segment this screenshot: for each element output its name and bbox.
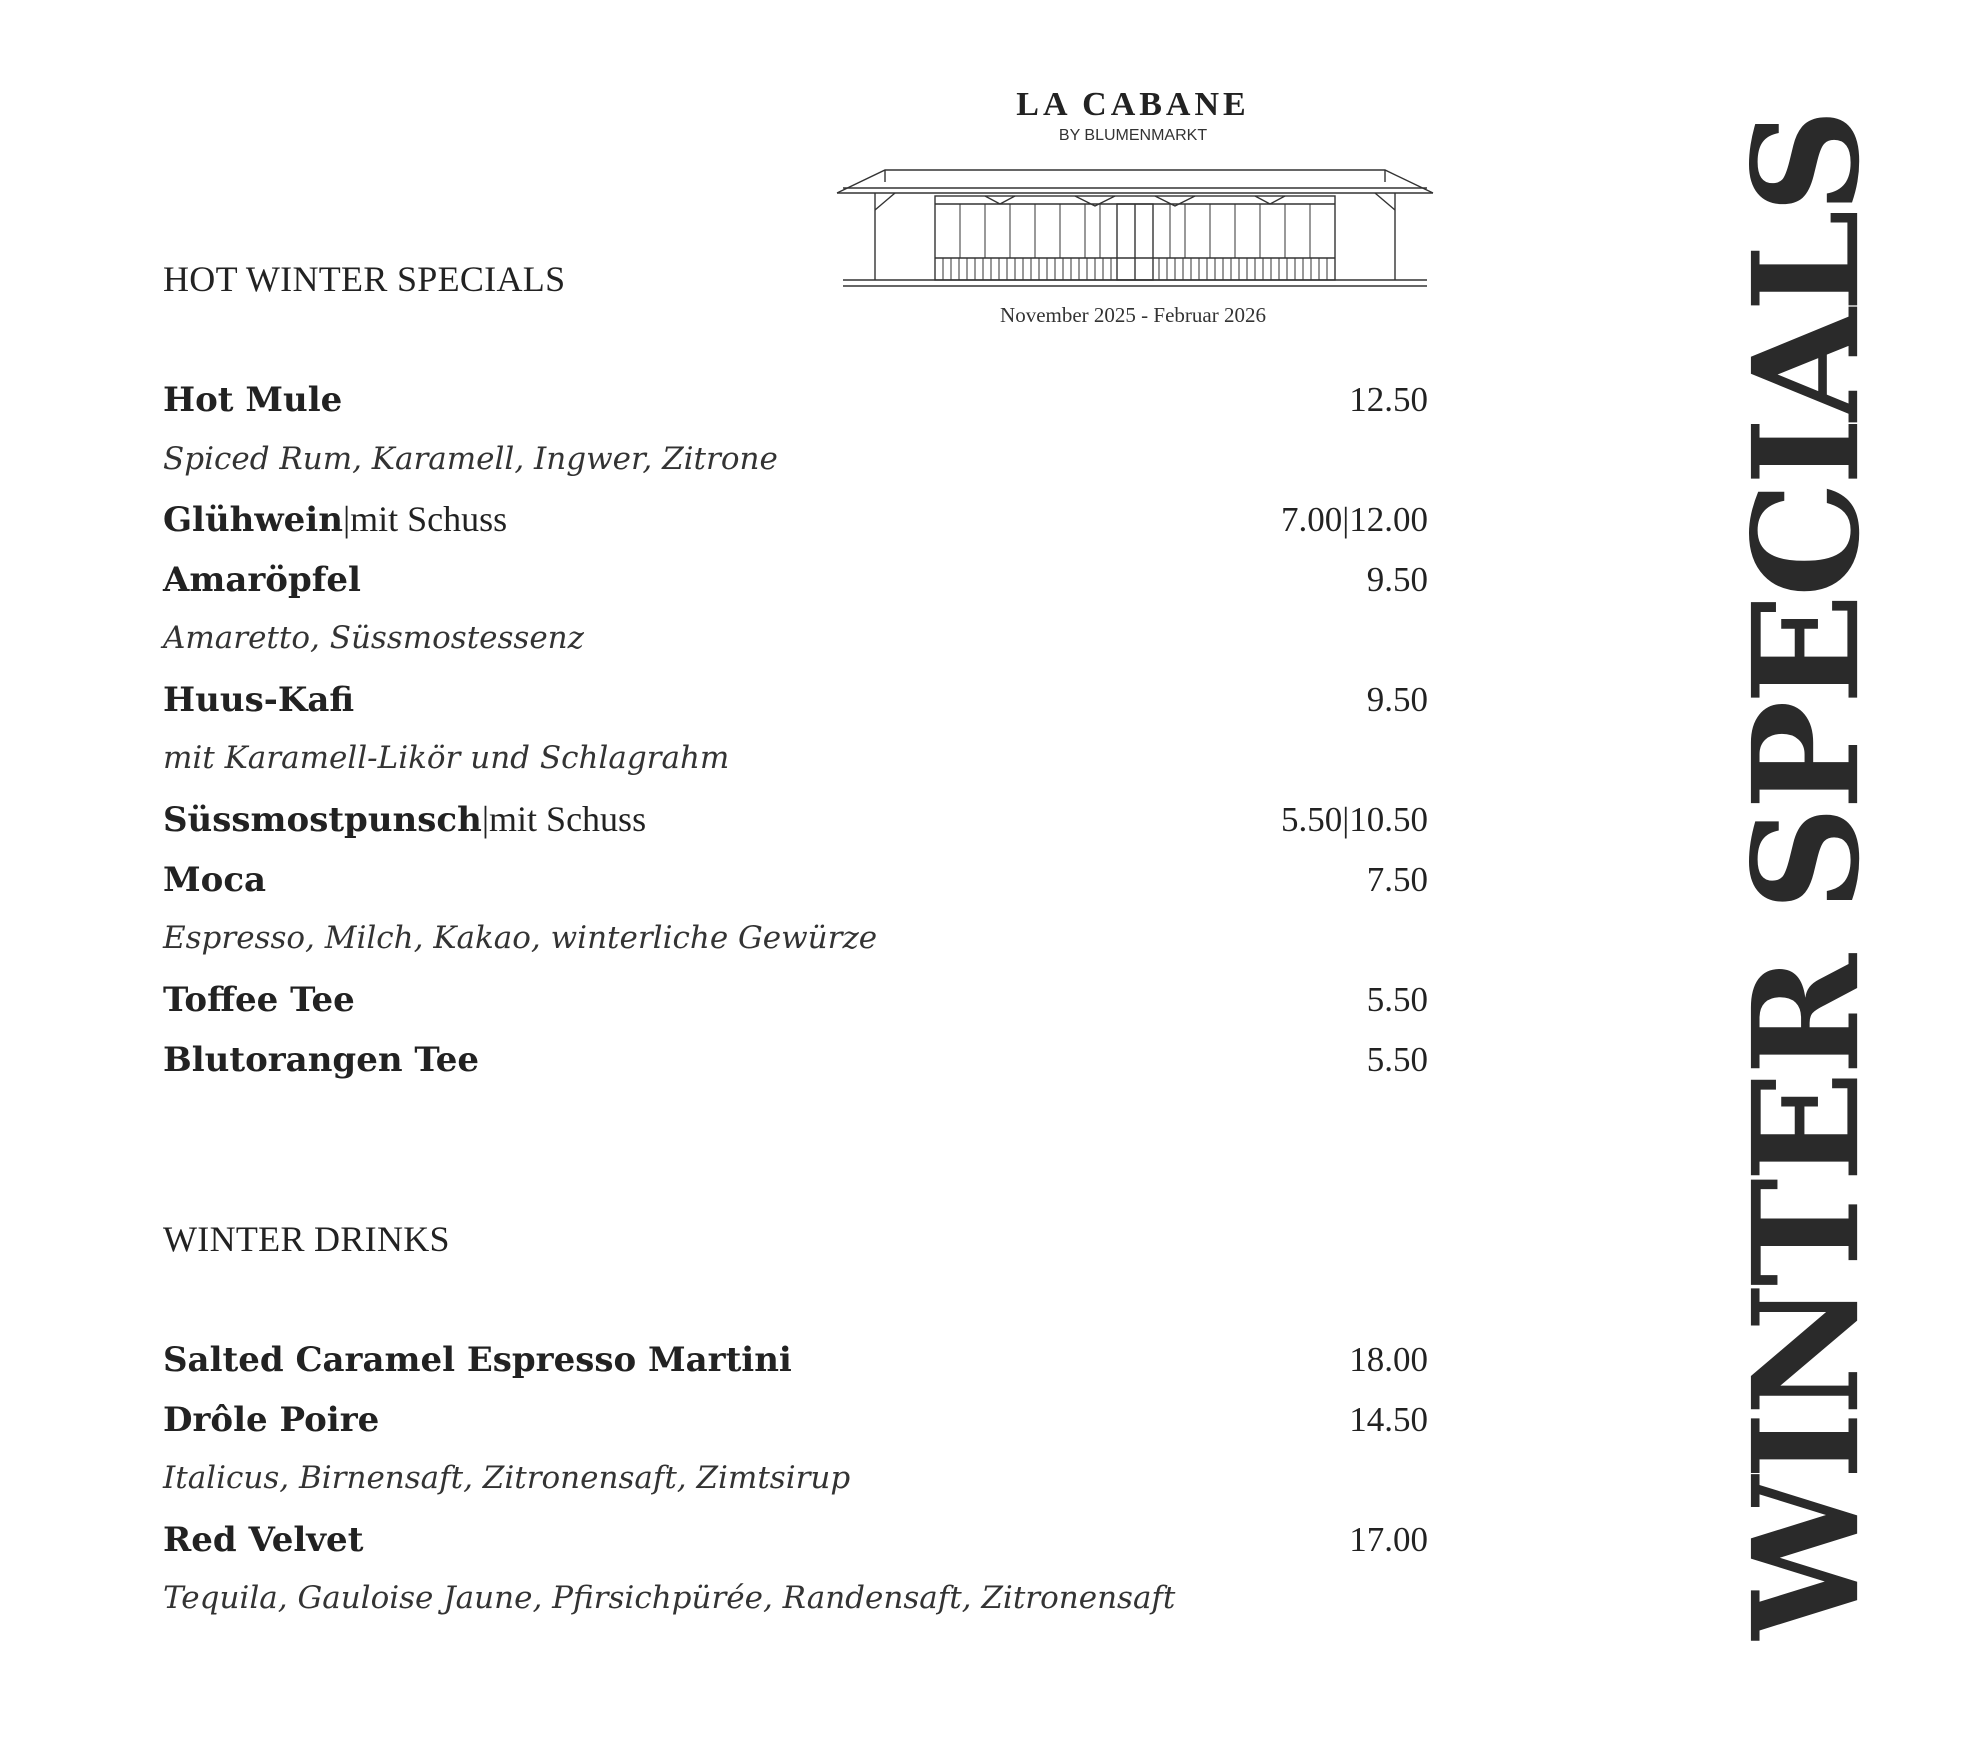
menu-item-red-velvet xyxy=(163,1518,1428,1568)
item-price: 12.50 xyxy=(1349,380,1428,419)
item-price: 5.50|10.50 xyxy=(1280,800,1428,839)
side-title: WINTER SPECIALS xyxy=(1721,112,1893,1640)
item-description: Italicus, Birnensaft, Zitronensaft, Zimtsirup xyxy=(163,1460,851,1496)
brand-subtitle: BY BLUMENMARKT xyxy=(1058,127,1208,144)
menu-item-drole-poire xyxy=(163,1398,1428,1448)
menu-item-blutorangen-tee xyxy=(163,1038,1428,1088)
item-price: 9.50 xyxy=(1366,680,1428,719)
item-price: 18.00 xyxy=(1349,1340,1428,1379)
menu-item-huus-kafi xyxy=(163,678,1428,728)
item-name: Blutorangen Tee xyxy=(163,1040,480,1080)
side-title-container xyxy=(1721,112,1893,1640)
item-name: Amaröpfel xyxy=(163,560,361,600)
cabin-icon xyxy=(835,160,1435,292)
item-description: Tequila, Gauloise Jaune, Pfirsichpürée, Randensaft, Zitronensaft xyxy=(163,1580,1176,1616)
item-name: Moca xyxy=(163,860,267,900)
menu-item-salted-caramel-espresso-martini xyxy=(163,1338,1428,1388)
item-name: Hot Mule xyxy=(163,380,343,420)
item-price: 5.50 xyxy=(1366,980,1428,1019)
item-description: Amaretto, Süssmostessenz xyxy=(163,620,584,656)
item-option: |mit Schuss xyxy=(481,799,647,839)
item-price: 5.50 xyxy=(1366,1040,1428,1079)
item-description: Espresso, Milch, Kakao, winterliche Gewürze xyxy=(163,920,878,956)
section-title-hot: HOT WINTER SPECIALS xyxy=(163,259,566,299)
menu-item-amaroepfel xyxy=(163,558,1428,608)
menu-item-suessmostpunsch xyxy=(163,798,1428,848)
item-name: Glühwein|mit Schuss xyxy=(163,499,508,540)
item-name: Drôle Poire xyxy=(163,1400,380,1440)
item-name: Red Velvet xyxy=(163,1520,364,1560)
item-description: Spiced Rum, Karamell, Ingwer, Zitrone xyxy=(163,441,778,477)
item-option: |mit Schuss xyxy=(342,499,508,539)
season-dates: November 2025 - Februar 2026 xyxy=(1000,303,1266,327)
item-price: 9.50 xyxy=(1366,560,1428,599)
item-name: Toffee Tee xyxy=(163,980,355,1020)
item-price: 7.50 xyxy=(1366,860,1428,899)
menu-item-gluehwein xyxy=(163,498,1428,548)
menu-item-hot-mule xyxy=(163,378,1428,428)
menu-item-toffee-tee xyxy=(163,978,1428,1028)
brand-title: LA CABANE xyxy=(1016,86,1250,123)
item-price: 7.00|12.00 xyxy=(1280,500,1428,539)
section-title-drinks: WINTER DRINKS xyxy=(163,1219,450,1259)
item-name: Süssmostpunsch|mit Schuss xyxy=(163,799,647,840)
item-name: Salted Caramel Espresso Martini xyxy=(163,1340,792,1380)
item-description: mit Karamell-Likör und Schlagrahm xyxy=(163,740,730,776)
item-price: 17.00 xyxy=(1349,1520,1428,1559)
item-name: Huus-Kafi xyxy=(163,680,355,720)
menu-item-moca xyxy=(163,858,1428,908)
item-price: 14.50 xyxy=(1349,1400,1428,1439)
